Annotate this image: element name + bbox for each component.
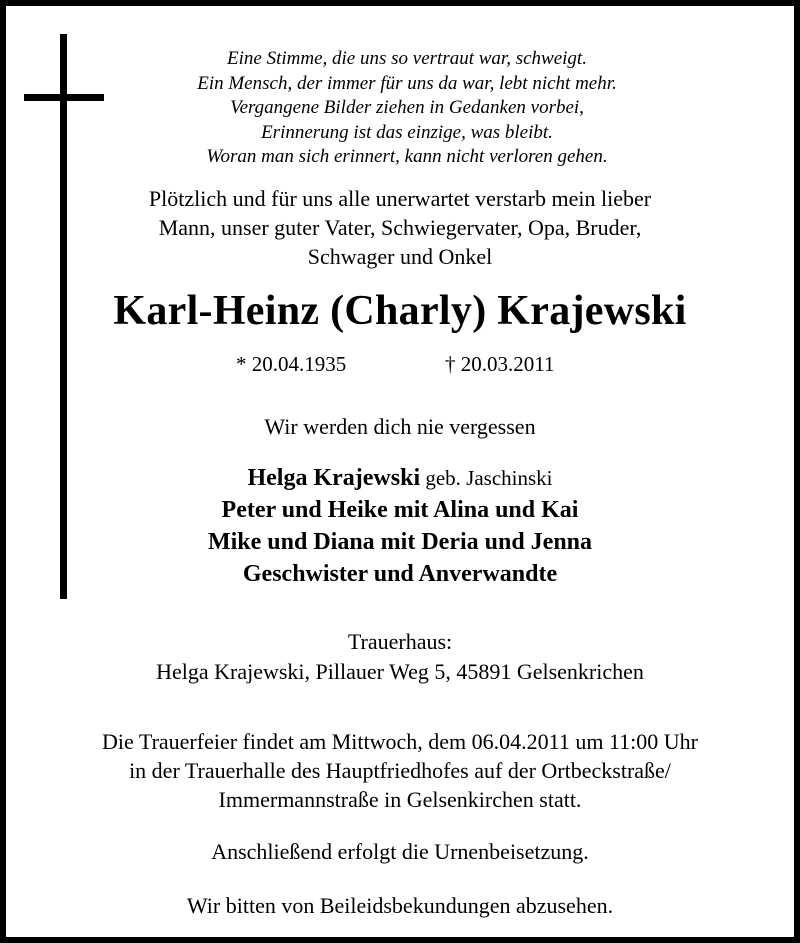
announcement-text xyxy=(0,184,800,271)
poem-line: Erinnerung ist das einzige, was bleibt. xyxy=(261,121,553,143)
mourning-house xyxy=(0,627,800,687)
service-line: Die Trauerfeier findet am Mittwoch, dem 06.04.2011 um 11:00 Uhr xyxy=(102,729,698,754)
service-line: in der Trauerhalle des Hauptfriedhofes auf der Ortbeckstraße/ xyxy=(129,758,671,783)
mourners-list xyxy=(0,462,800,590)
wife-name: Helga Krajewski xyxy=(247,465,421,491)
mourning-house-address: Helga Krajewski, Pillauer Weg 5, 45891 Gelsenkrichen xyxy=(156,659,644,684)
death-date: † 20.03.2011 xyxy=(445,352,555,376)
poem xyxy=(0,47,800,170)
mourner-line-wife xyxy=(0,462,800,494)
poem-line: Eine Stimme, die uns so vertraut war, schweigt. xyxy=(227,48,587,69)
life-dates xyxy=(0,350,800,378)
mourner-line: Mike und Diana mit Deria und Jenna xyxy=(207,529,593,555)
poem-line: Ein Mensch, der immer für uns da war, lebt nicht mehr. xyxy=(197,72,617,94)
poem-line: Vergangene Bilder ziehen in Gedanken vorbei, xyxy=(230,97,584,118)
announcement-line: Plötzlich und für uns alle unerwartet verstarb mein lieber xyxy=(148,186,652,211)
service-line: Immermannstraße in Gelsenkirchen statt. xyxy=(218,787,582,812)
remember-line: Wir werden dich nie vergessen xyxy=(264,414,536,439)
funeral-service-info xyxy=(0,727,800,814)
birth-date: * 20.04.1935 xyxy=(236,352,347,376)
mourning-house-label: Trauerhaus: xyxy=(347,629,453,654)
announcement-line: Mann, unser guter Vater, Schwiegervater, Opa, Bruder, xyxy=(158,215,642,240)
condolence-request-line: Wir bitten von Beileidsbekundungen abzusehen. xyxy=(186,893,614,918)
wife-maiden-name: geb. Jaschinski xyxy=(420,466,553,490)
mourner-line: Peter und Heike mit Alina und Kai xyxy=(221,497,579,523)
announcement-line: Schwager und Onkel xyxy=(307,244,493,269)
deceased-name: Karl-Heinz (Charly) Krajewski xyxy=(113,288,687,334)
urn-burial-line: Anschließend erfolgt die Urnenbeisetzung. xyxy=(211,839,589,864)
poem-line: Woran man sich erinnert, kann nicht verloren gehen. xyxy=(206,146,608,167)
mourner-line: Geschwister und Anverwandte xyxy=(242,561,558,587)
